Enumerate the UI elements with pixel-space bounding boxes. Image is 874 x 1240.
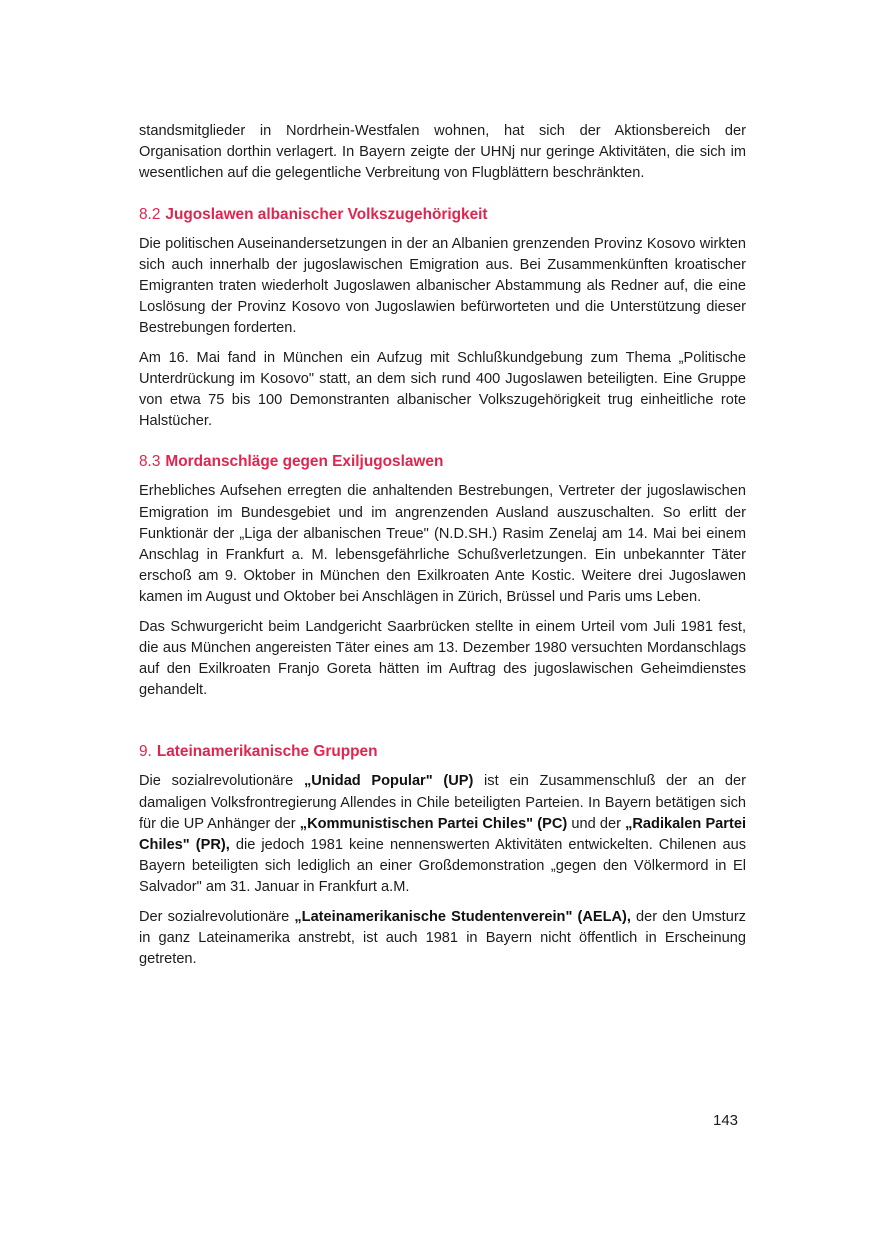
section-9-paragraph-2	[139, 907, 746, 971]
section-8-2-paragraph-1: Die politischen Auseinandersetzungen in der an Albanien grenzenden Provinz Kosovo wirkten sich auch innerhalb der jugoslawischen Emigration aus. Bei Zusammenkünften kroatischer Emigranten traten wiederholt Jugoslawen albanischer Abstammung als Redner auf, die eine Loslösung der Provinz Kosovo von Jugoslawien befürworteten und die Unterstützung dieser Bestrebungen forderten.	[139, 235, 746, 337]
text-run: und der	[567, 815, 626, 832]
text-run: Der sozialrevolutionäre	[139, 908, 295, 925]
section-number: 9.	[139, 743, 152, 761]
section-heading-8-3	[139, 451, 746, 472]
section-title: Lateinamerikanische Gruppen	[156, 743, 378, 761]
page-content	[139, 121, 746, 978]
section-heading-9	[139, 741, 746, 762]
intro-paragraph: standsmitglieder in Nordrhein-Westfalen wohnen, hat sich der Aktionsbereich der Organisation dorthin verlagert. In Bayern zeigte der UHNj nur geringe Aktivitäten, die sich im wesentlichen auf die gelegentliche Verbreitung von Flugblättern beschränkten.	[139, 123, 746, 182]
organization-name-aela: „Lateinamerikanische Studentenverein" (AELA),	[294, 908, 631, 925]
text-run: die jedoch 1981 keine nennenswerten Aktivitäten entwickelten. Chilenen aus Bayern beteiligten sich lediglich an einer Großdemonstration „gegen den Völkermord in El Salvador" am 31. Januar in Frankfurt a.M.	[139, 837, 746, 896]
page-number: 143	[713, 1112, 739, 1129]
organization-name-pc: „Kommunistischen Partei Chiles" (PC)	[299, 815, 568, 832]
section-9-paragraph-1	[139, 771, 746, 898]
text-run: ist ein Zusammenschluß der an der damaligen Volksfrontregierung Allendes in Chile beteiligten Parteien. In Bayern betätigen sich für die UP Anhänger der	[139, 773, 746, 832]
section-number: 8.2	[139, 205, 161, 223]
text-run: der den Umsturz in ganz Lateinamerika anstrebt, ist auch 1981 in Bayern nicht öffentlich in Erscheinung getreten.	[139, 908, 746, 968]
section-title: Mordanschläge gegen Exiljugoslawen	[165, 453, 444, 471]
section-8-3-paragraph-1: Erhebliches Aufsehen erregten die anhaltenden Bestrebungen, Vertreter der jugoslawischen Emigration im Bundesgebiet und im angrenzenden Ausland auszuschalten. So erlitt der Funktionär der „Liga der albanischen Treue" (N.D.SH.) Rasim Zenelaj am 14. Mai bei einem Anschlag in Frankfurt a. M. lebensgefährliche Schußverletzungen. Ein unbekannter Täter erschoß am 9. Oktober in München den Exilkroaten Ante Kostic. Weitere drei Jugoslawen kamen im August und Oktober bei Anschlägen in Zürich, Brüssel und Paris ums Leben.	[139, 483, 746, 606]
organization-name-pr: „Radikalen Partei Chiles" (PR),	[139, 815, 747, 854]
section-title: Jugoslawen albanischer Volkszugehörigkeit	[165, 205, 488, 223]
section-heading-8-2	[139, 204, 746, 225]
text-run: Die sozialrevolutionäre	[139, 773, 304, 790]
section-8-2-paragraph-2: Am 16. Mai fand in München ein Aufzug mit Schlußkundgebung zum Thema „Politische Unterdrückung im Kosovo" statt, an dem sich rund 400 Jugoslawen beteiligten. Eine Gruppe von etwa 75 bis 100 Demonstranten albanischer Volkszugehörigkeit trug einheitliche rote Halstücher.	[139, 349, 746, 430]
section-number: 8.3	[139, 453, 161, 471]
section-8-3-paragraph-2: Das Schwurgericht beim Landgericht Saarbrücken stellte in einem Urteil vom Juli 1981 fest, die aus München angereisten Täter eines am 13. Dezember 1980 versuchten Mordanschlags auf den Exilkroaten Franjo Goreta hätten im Auftrag des jugoslawischen Geheimdienstes gehandelt.	[139, 618, 746, 699]
organization-name-up: „Unidad Popular" (UP)	[303, 773, 474, 790]
